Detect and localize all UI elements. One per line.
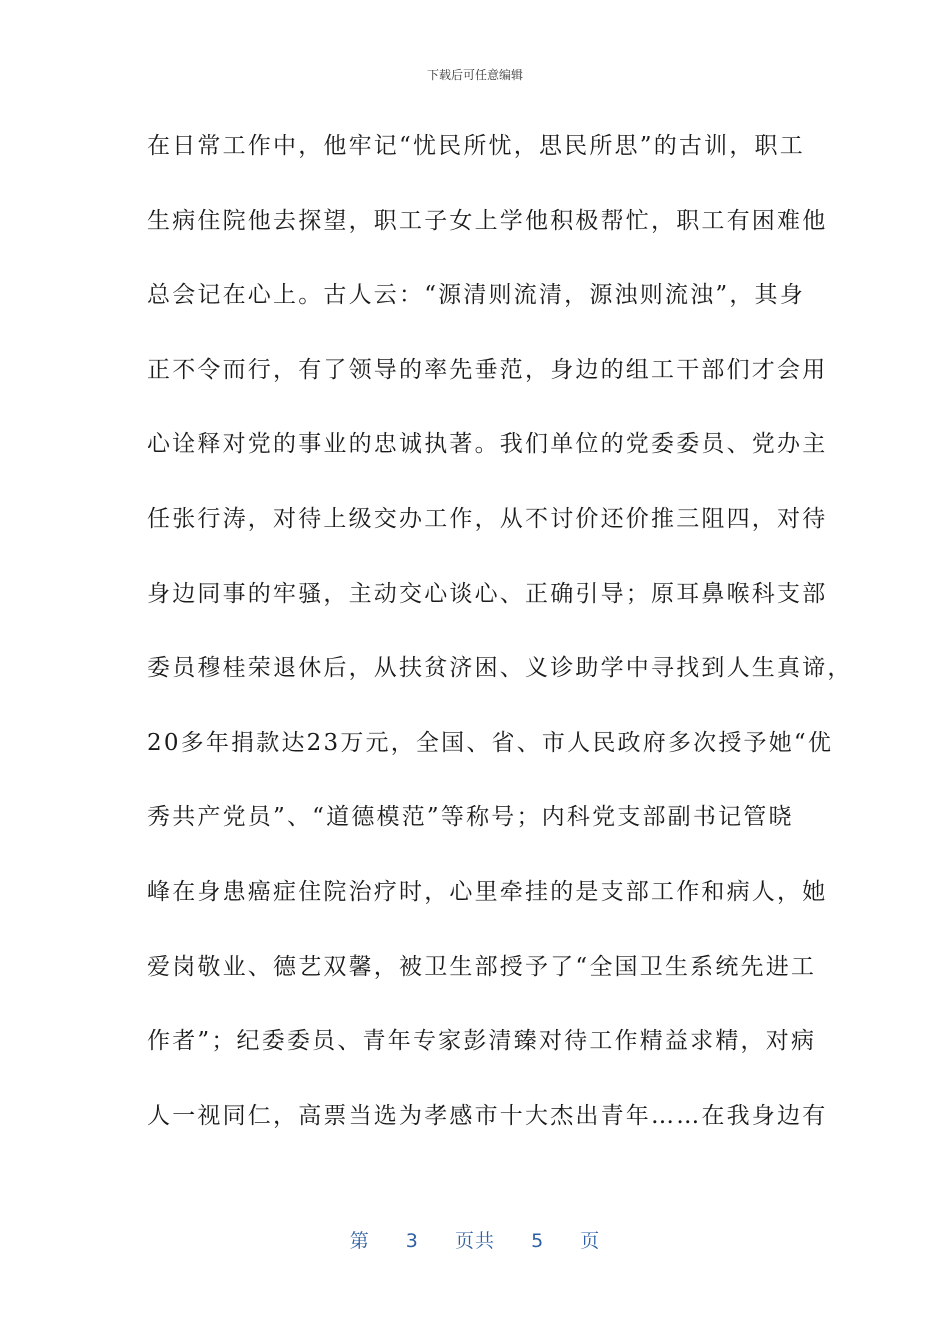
body-line: 任张行涛，对待上级交办工作，从不讨价还价推三阻四，对待: [147, 505, 828, 532]
page-header: 下载后可任意编辑: [426, 68, 523, 82]
page-footer: [0, 1226, 950, 1253]
body-line: 身边同事的牢骚，主动交心谈心、正确引导；原耳鼻喉科支部: [147, 580, 828, 607]
body-line: 作者”；纪委委员、青年专家彭清臻对待工作精益求精，对病: [147, 1028, 817, 1055]
body-line: 秀共产党员”、“道德模范”等称号；内科党支部副书记管晓: [147, 804, 794, 831]
body-line: 生病住院他去探望，职工子女上学他积极帮忙，职工有困难他: [147, 207, 828, 234]
current-page-number: 3: [405, 1230, 419, 1252]
body-line: 爱岗敬业、德艺双馨，被卫生部授予了“全国卫生系统先进工: [147, 953, 817, 980]
body-line: 在日常工作中，他牢记“忧民所忧，思民所思”的古训，职工: [147, 133, 805, 159]
total-pages-number: 5: [531, 1230, 545, 1252]
body-line: 峰在身患癌症住院治疗时，心里牵挂的是支部工作和病人，她: [147, 878, 828, 905]
page-prefix: 第: [349, 1230, 370, 1252]
body-line: 总会记在心上。古人云：“源清则流清，源浊则流浊”，其身: [147, 282, 805, 309]
body-line: 委员穆桂荣退休后，从扶贫济困、义诊助学中寻找到人生真谛，: [147, 655, 853, 682]
body-line: 人一视同仁，高票当选为孝感市十大杰出青年……在我身边有: [147, 1102, 828, 1129]
document-body: [147, 124, 853, 1168]
body-line: 20多年捐款达23万元，全国、省、市人民政府多次授予她“优: [147, 729, 834, 756]
page-mid-label: 页共: [454, 1230, 495, 1252]
page-suffix: 页: [580, 1230, 601, 1252]
body-line: 心诠释对党的事业的忠诚执著。我们单位的党委委员、党办主: [147, 431, 828, 458]
body-line: 正不令而行，有了领导的率先垂范，身边的组工干部们才会用: [147, 356, 828, 383]
